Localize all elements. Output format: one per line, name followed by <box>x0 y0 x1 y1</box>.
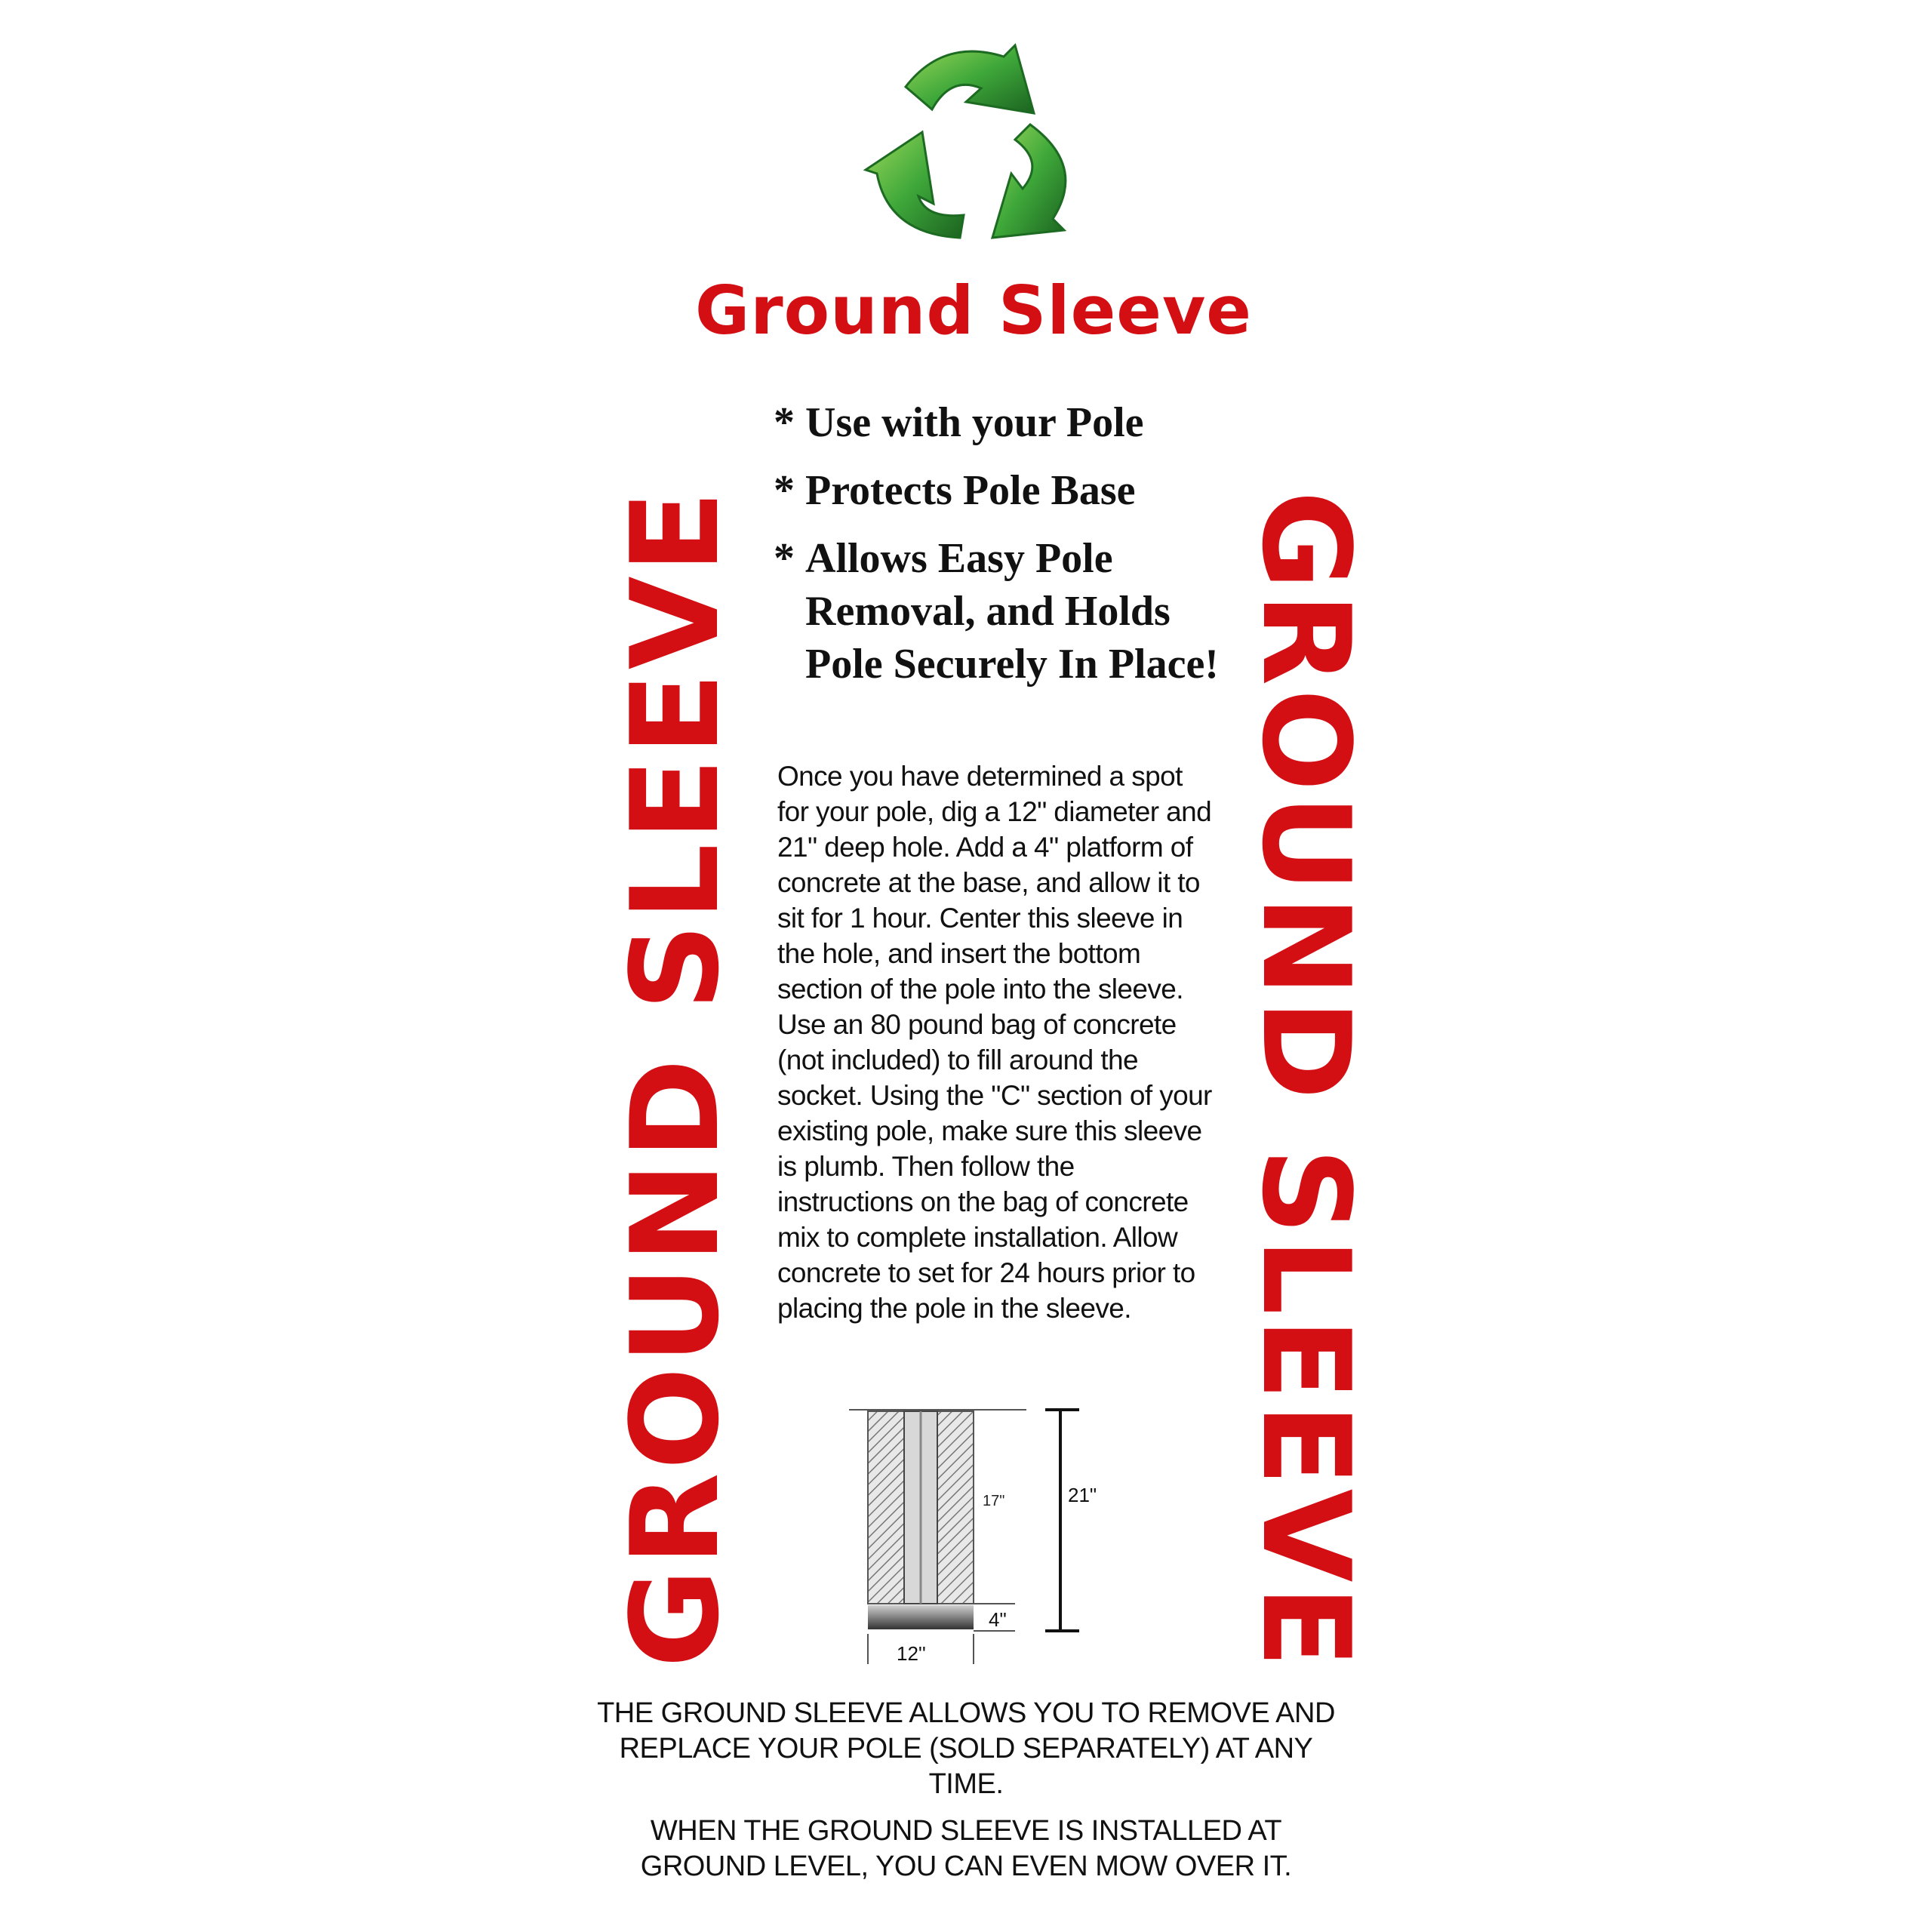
vertical-banner-left: GROUND SLEEVE <box>605 488 746 1668</box>
width-label: 12'' <box>897 1642 926 1665</box>
installation-diagram <box>838 1407 1109 1672</box>
base-depth-label: 4" <box>989 1608 1007 1631</box>
page-title: Ground Sleeve <box>695 272 1252 349</box>
feature-text: Allows Easy Pole Removal, and Holds Pole Securely In Place! <box>805 535 1219 688</box>
installation-instructions: Once you have determined a spot for your pole, dig a 12" diameter and 21" deep hole. Add a 4" platform of concrete at the base, and allow it to sit for 1 hour. Center this sleeve in the hole, and insert the bottom section of the pole into the sleeve. Use an 80 pound bag of concrete (not included) to fill around the socket. Using the "C" section of your existing pole, make sure this sleeve is plumb. Then follow the instructions on the bag of concrete mix to complete installation. Allow concrete to set for 24 hours prior to placing the pole in the sleeve. <box>777 761 1212 1324</box>
feature-list <box>774 396 1226 706</box>
bullet-marker: * <box>774 467 795 514</box>
feature-item <box>774 396 1226 449</box>
footer-note-1: THE GROUND SLEEVE ALLOWS YOU TO REMOVE AND REPLACE YOUR POLE (SOLD SEPARATELY) AT ANY TIME. <box>597 1697 1335 1800</box>
footer-note-2: WHEN THE GROUND SLEEVE IS INSTALLED AT GROUND LEVEL, YOU CAN EVEN MOW OVER IT. <box>640 1815 1292 1882</box>
feature-item <box>774 532 1226 691</box>
feature-text: Protects Pole Base <box>805 467 1136 514</box>
sleeve-length-label: 17" <box>983 1493 1005 1509</box>
total-depth-label: 21" <box>1068 1484 1097 1506</box>
bullet-marker: * <box>774 399 795 446</box>
recycle-icon <box>860 42 1087 260</box>
concrete-base <box>868 1605 974 1629</box>
feature-item <box>774 464 1226 517</box>
bullet-marker: * <box>774 535 795 582</box>
feature-text: Use with your Pole <box>805 399 1144 446</box>
vertical-banner-right: GROUND SLEEVE <box>1235 491 1377 1671</box>
